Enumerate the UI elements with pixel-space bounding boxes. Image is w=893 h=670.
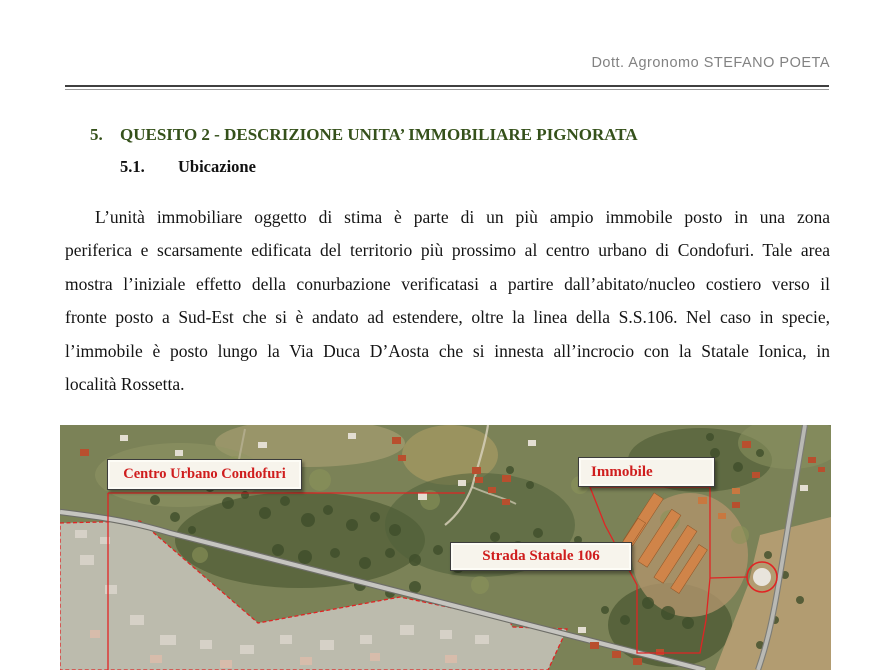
section-title: QUESITO 2 - DESCRIZIONE UNITA’ IMMOBILIARE PIGNORATA: [120, 125, 638, 144]
map-label-immobile: Immobile: [578, 457, 715, 487]
paragraph-line: fronte posto a Sud-Est che si è andato ad estendere, oltre la linea della S.S.106. Nel caso in specie,: [65, 307, 830, 328]
paragraph-line: l’immobile è posto lungo la Via Duca D’Aosta che si innesta all’incrocio con la Statale Ionica, in: [65, 340, 830, 361]
paragraph-line: località Rossetta.: [65, 374, 185, 395]
map-label-centro-urbano: Centro Urbano Condofuri: [107, 459, 302, 490]
subsection-number: 5.1.: [120, 157, 145, 176]
body-paragraph: [65, 201, 830, 401]
aerial-photo: [60, 425, 831, 670]
map-label-strada-statale: Strada Statale 106: [450, 542, 632, 571]
subsection-heading: [120, 157, 256, 177]
subsection-title: Ubicazione: [178, 157, 256, 176]
header-author: Dott. Agronomo STEFANO POETA: [591, 55, 830, 71]
section-heading: [90, 125, 638, 145]
paragraph-line: L’unità immobiliare oggetto di stima è parte di un più ampio immobile posto in una zona: [95, 207, 830, 227]
header-rule: [65, 85, 829, 90]
section-number: 5.: [90, 125, 103, 144]
paragraph-line: periferica e scarsamente edificata del territorio più prossimo al centro urbano di Condofuri. Tale area: [65, 240, 830, 261]
paragraph-line: mostra l’iniziale effetto della conurbazione verificatasi a partire dall’abitato/nucleo costiero verso il: [65, 273, 830, 294]
marked-building: [753, 568, 771, 586]
